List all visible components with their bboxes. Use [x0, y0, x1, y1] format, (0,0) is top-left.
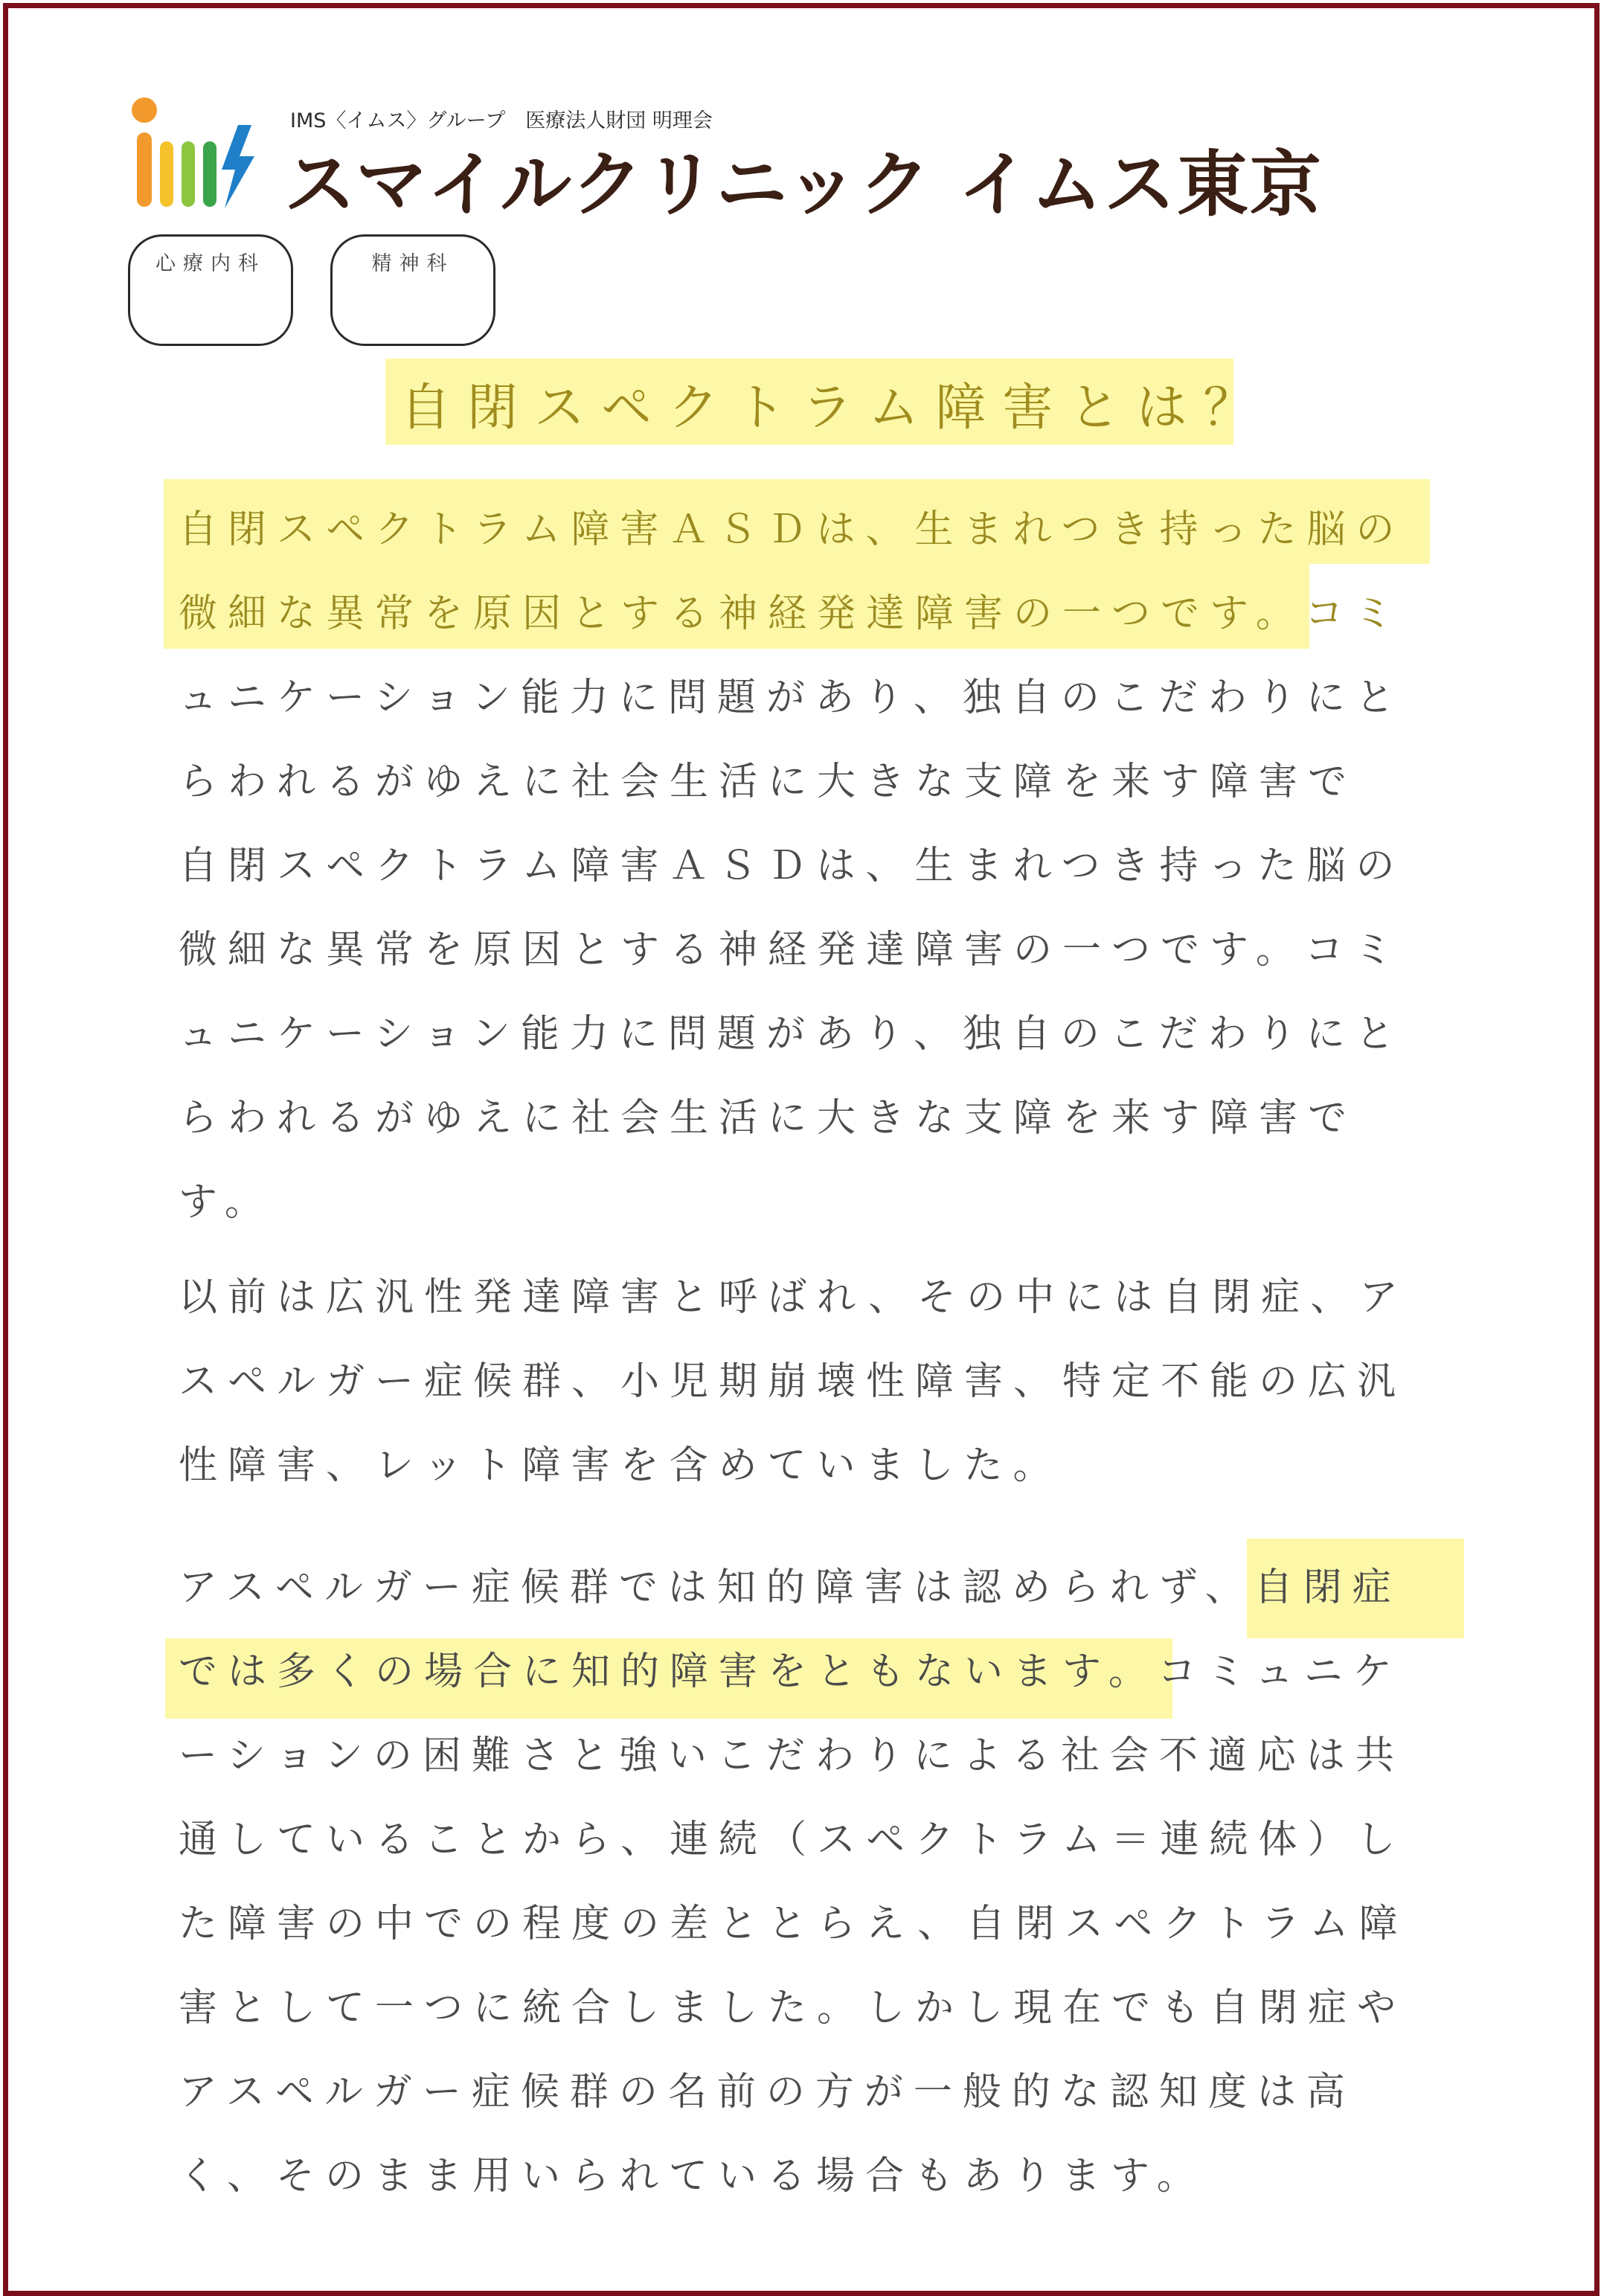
department-psychosomatic-button[interactable]: [128, 234, 293, 346]
organization-line: IMS〈イムス〉グループ 医療法人財団 明理会: [290, 109, 713, 132]
paragraph-3: [179, 1546, 1458, 2219]
text-line: 自閉スペクトラム障害ＡＳＤは、生まれつき持った脳の: [179, 844, 1405, 888]
text-line: スペルガー症候群、小児期崩壊性障害、特定不能の広汎: [179, 1359, 1407, 1404]
text-line: 性障害、レット障害を含めていました。: [179, 1443, 1062, 1488]
text-line: 害として一つに統合しました。しかし現在でも自閉症や: [179, 1986, 1407, 2030]
text-line: アスペルガー症候群の名前の方が一般的な認知度は高: [179, 2070, 1355, 2114]
text-line: では多くの場合に知的障害をともないます。コミュニケ: [179, 1649, 1402, 1694]
paragraph-1: [179, 488, 1458, 1245]
department-psychiatry-button[interactable]: [330, 234, 495, 346]
text-line: 自閉スペクトラム障害ＡＳＤは、生まれつき持った脳の: [179, 507, 1405, 552]
text-line: 微細な異常を原因とする神経発達障害の一つです。コミ: [179, 928, 1403, 972]
text-line: た障害の中での程度の差ととらえ、自閉スペクトラム障: [179, 1902, 1408, 1946]
text-line: 以前は広汎性発達障害と呼ばれ、その中には自閉症、ア: [179, 1275, 1409, 1320]
department-label: 精神科: [371, 252, 455, 275]
text-line: アスペルガー症候群では知的障害は認められず、自閉症: [179, 1565, 1402, 1610]
text-line: らわれるがゆえに社会生活に大きな支障を来す障害で: [179, 1096, 1358, 1141]
paragraph-2: [179, 1256, 1458, 1508]
clinic-name: スマイルクリニック イムス東京: [284, 143, 1323, 226]
page-title: 自閉スペクトラム障害とは？: [400, 379, 1271, 437]
text-line: 通していることから、連続（スペクトラム＝連続体）し: [179, 1818, 1406, 1862]
text-line: く、そのまま用いられている場合もあります。: [179, 2154, 1206, 2199]
clinic-logo-icon: [126, 95, 264, 214]
text-line: ュニケーション能力に問題があり、独自のこだわりにと: [179, 676, 1405, 720]
text-line: ュニケーション能力に問題があり、独自のこだわりにと: [179, 1012, 1405, 1056]
department-label: 心療内科: [155, 252, 266, 275]
text-line: 微細な異常を原因とする神経発達障害の一つです。コミ: [179, 591, 1403, 636]
text-line: す。: [179, 1180, 274, 1225]
text-line: らわれるがゆえに社会生活に大きな支障を来す障害で: [179, 760, 1358, 804]
text-line: ーションの困難さと強いこだわりによる社会不適応は共: [179, 1734, 1405, 1778]
